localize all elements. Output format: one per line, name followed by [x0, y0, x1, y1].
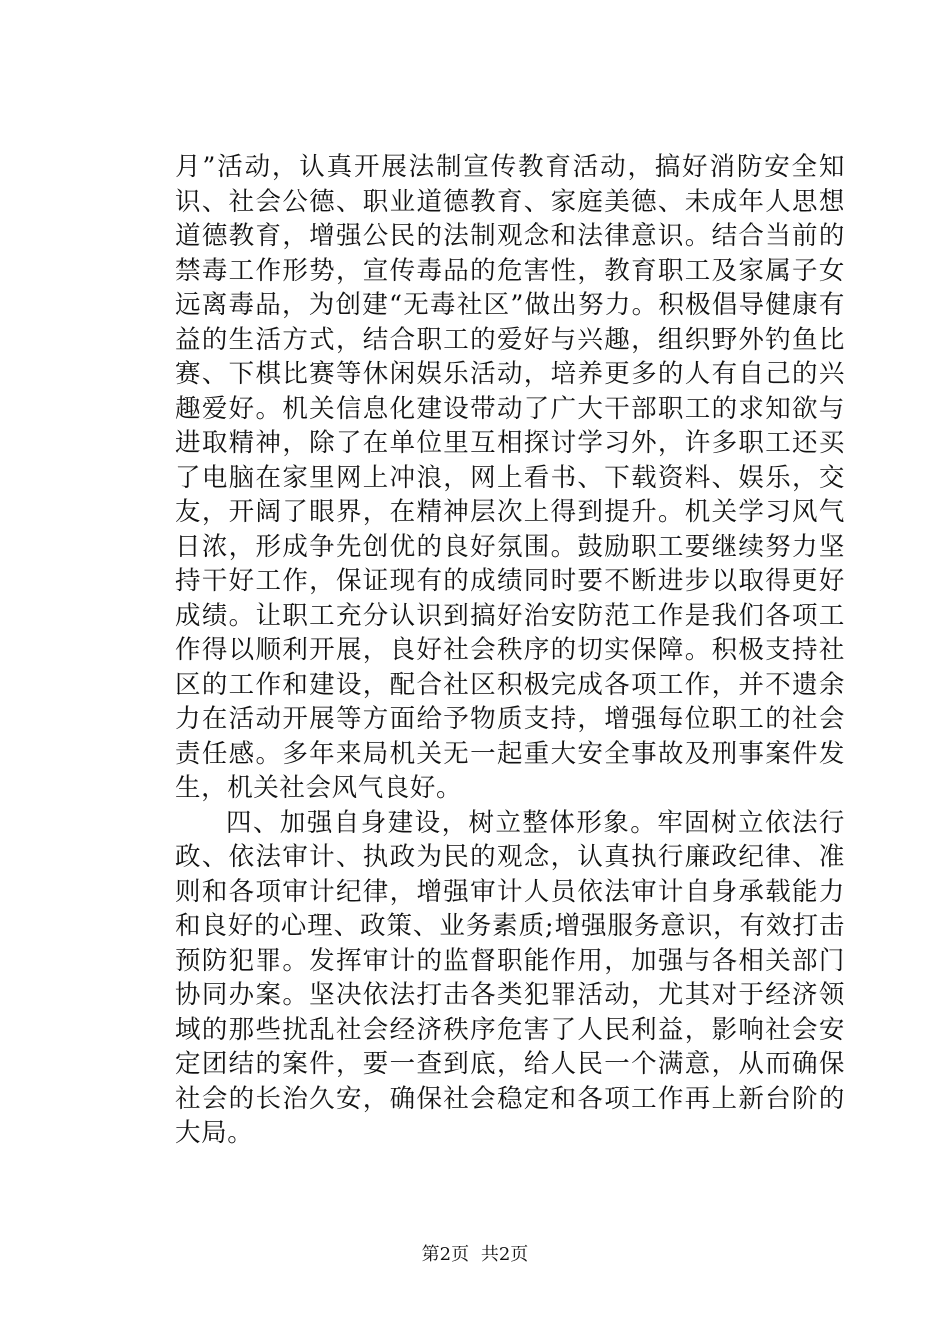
page-total: 共2页 [480, 1244, 529, 1265]
document-body [175, 150, 845, 1151]
paragraph-1: 月”活动，认真开展法制宣传教育活动，搞好消防安全知识、社会公德、职业道德教育、家庭美德、未成年人思想道德教育，增强公民的法制观念和法律意识。结合当前的禁毒工作形势，宣传毒品的危害性，教育职工及家属子女远离毒品，为创建“无毒社区”做出努力。积极倡导健康有益的生活方式，结合职工的爱好与兴趣，组织野外钓鱼比赛、下棋比赛等休闲娱乐活动，培养更多的人有自己的兴趣爱好。机关信息化建设带动了广大干部职工的求知欲与进取精神，除了在单位里互相探讨学习外，许多职工还买了电脑在家里网上冲浪，网上看书、下载资料、娱乐，交友，开阔了眼界，在精神层次上得到提升。机关学习风气日浓，形成争先创优的良好氛围。鼓励职工要继续努力坚持干好工作，保证现有的成绩同时要不断进步以取得更好成绩。让职工充分认识到搞好治安防范工作是我们各项工作得以顺利开展，良好社会秩序的切实保障。积极支持社区的工作和建设，配合社区积极完成各项工作，并不遗余力在活动开展等方面给予物质支持，增强每位职工的社会责任感。多年来局机关无一起重大安全事故及刑事案件发生，机关社会风气良好。 [175, 152, 845, 803]
page-footer [0, 1243, 950, 1267]
page-number: 第2页 [421, 1244, 470, 1265]
paragraph-2: 四、加强自身建设，树立整体形象。牢固树立依法行政、依法审计、执政为民的观念，认真执行廉政纪律、准则和各项审计纪律，增强审计人员依法审计自身承载能力和良好的心理、政策、业务素质;增强服务意识，有效打击预防犯罪。发挥审计的监督职能作用，加强与各相关部门协同办案。坚决依法打击各类犯罪活动，尤其对于经济领域的那些扰乱社会经济秩序危害了人民利益，影响社会安定团结的案件，要一查到底，给人民一个满意，从而确保社会的长治久安，确保社会稳定和各项工作再上新台阶的大局。 [175, 807, 845, 1148]
